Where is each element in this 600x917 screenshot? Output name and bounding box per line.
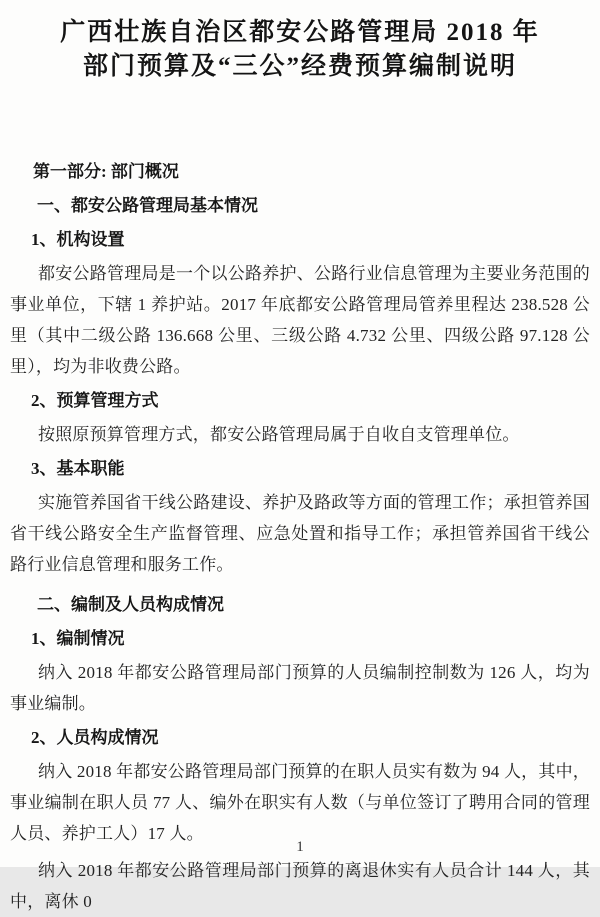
heading-1-org-setup: 1、机构设置 — [31, 230, 125, 249]
paragraph-budget-mgmt-mode: 按照原预算管理方式，都安公路管理局属于自收自支管理单位。 — [38, 425, 520, 444]
heading-section-2-staffing: 二、编制及人员构成情况 — [37, 595, 224, 614]
heading-section-1-basic-info: 一、都安公路管理局基本情况 — [37, 196, 258, 215]
paragraph-org-setup: 都安公路管理局是一个以公路养护、公路行业信息管理为主要业务范围的事业单位，下辖 1 养护站。2017 年底都安公路管理局管养里程达 238.528 公里（其中二级公路 136.668 公里、三级公路 4.732 公里、四级公路 97.128 公里），均为非收费公路。 — [10, 264, 590, 376]
paragraph-retirees: 纳入 2018 年都安公路管理局部门预算的离退休实有人员合计 144 人，其中，离休 0 — [10, 861, 590, 911]
heading-1-staff-quota: 1、编制情况 — [31, 629, 125, 648]
document-body — [0, 156, 600, 917]
paragraph-staff-composition: 纳入 2018 年都安公路管理局部门预算的在职人员实有数为 94 人，其中，事业编制在职人员 77 人、编外在职实有人数（与单位签订了聘用合同的管理人员、养护工人）17 人。 — [10, 762, 590, 843]
heading-2-staff-composition: 2、人员构成情况 — [31, 728, 159, 747]
paragraph-basic-functions: 实施管养国省干线公路建设、养护及路政等方面的管理工作；承担管养国省干线公路安全生产监督管理、应急处置和指导工作；承担管养国省干线公路行业信息管理和服务工作。 — [10, 493, 590, 574]
heading-part-one: 第一部分: 部门概况 — [33, 162, 179, 181]
page-number: 1 — [296, 839, 304, 855]
document-title-line1: 广西壮族自治区都安公路管理局 2018 年 — [60, 19, 540, 46]
heading-2-budget-mgmt-mode: 2、预算管理方式 — [31, 391, 159, 410]
document-title — [0, 0, 600, 84]
paragraph-staff-quota: 纳入 2018 年都安公路管理局部门预算的人员编制控制数为 126 人，均为事业编制。 — [10, 663, 590, 713]
document-title-line2: 部门预算及“三公”经费预算编制说明 — [82, 53, 517, 80]
heading-3-basic-functions: 3、基本职能 — [31, 459, 125, 478]
